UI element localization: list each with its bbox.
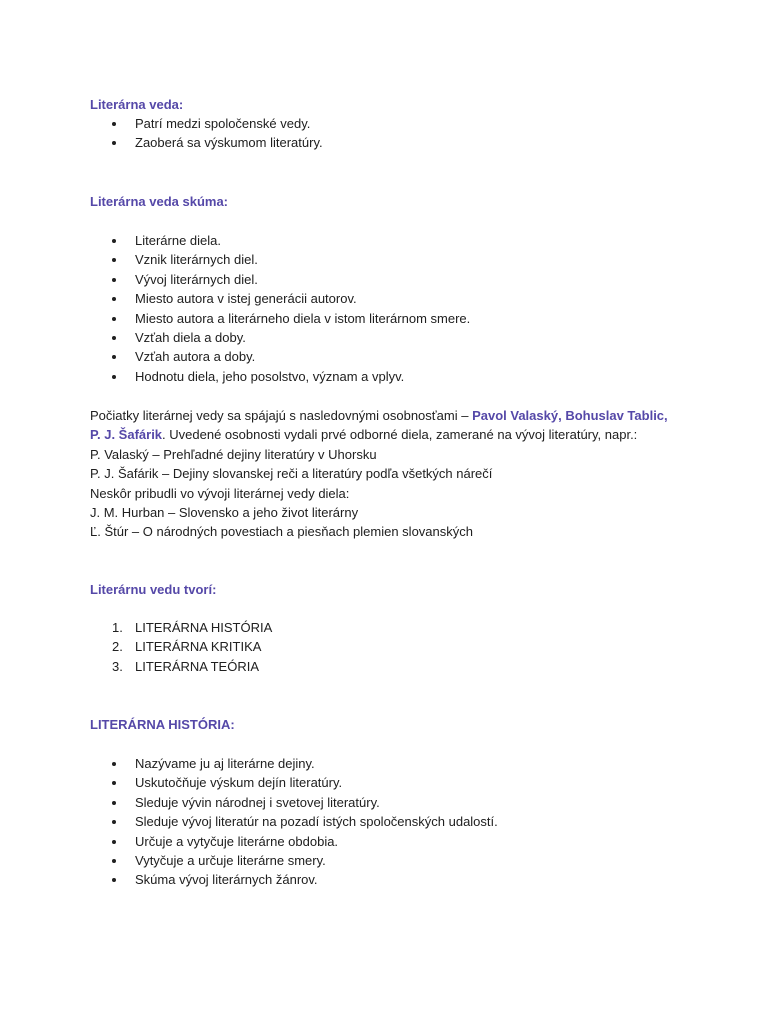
list-item (90, 637, 272, 656)
list-item: Uskutočňuje výskum dejín literatúry. (90, 773, 498, 792)
list-item: Hodnotu diela, jeho posolstvo, význam a vplyv. (90, 367, 470, 386)
intro-paragraph (90, 406, 710, 542)
numbered-list-literarnu-vedu-tvori (90, 618, 272, 676)
list-item: Vzťah diela a doby. (90, 328, 470, 347)
paragraph-line: Neskôr pribudli vo vývoji literárnej vedy diela: (90, 485, 350, 501)
highlighted-names: Pavol Valaský, Bohuslav Tablic, (472, 408, 668, 423)
list-number: 1. (112, 620, 123, 635)
list-item: Nazývame ju aj literárne dejiny. (90, 754, 498, 773)
list-item: Vytyčuje a určuje literárne smery. (90, 851, 498, 870)
list-number: 2. (112, 639, 123, 655)
list-item: Sleduje vývoj literatúr na pozadí istých spoločenských udalostí. (90, 812, 498, 831)
list-number: 3. (112, 658, 123, 674)
list-item: Patrí medzi spoločenské vedy. (90, 114, 323, 133)
section-heading-literarnu-vedu-tvori: Literárnu vedu tvorí: (90, 582, 217, 597)
list-item: Skúma vývoj literárnych žánrov. (90, 870, 498, 889)
highlighted-names: P. J. Šafárik (90, 427, 163, 443)
bullet-list-literarna-veda (90, 114, 323, 153)
paragraph-line: J. M. Hurban – Slovensko a jeho život literárny (90, 504, 359, 520)
list-item: Určuje a vytyčuje literárne obdobia. (90, 832, 498, 851)
list-item: Miesto autora v istej generácii autorov. (90, 289, 470, 308)
section-heading-literarna-historia: LITERÁRNA HISTÓRIA: (90, 717, 235, 732)
paragraph-line: P. Valaský – Prehľadné dejiny literatúry v Uhorsku (90, 446, 377, 462)
paragraph-text: Počiatky literárnej vedy sa spájajú s nasledovnými osobnosťami – (90, 408, 473, 423)
list-item: Miesto autora a literárneho diela v istom literárnom smere. (90, 309, 470, 328)
list-item (90, 618, 272, 637)
section-heading-literarna-veda-skuma: Literárna veda skúma: (90, 194, 229, 209)
list-item-text: LITERÁRNA HISTÓRIA (135, 620, 273, 635)
list-item: Vznik literárnych diel. (90, 250, 470, 269)
paragraph-line: P. J. Šafárik – Dejiny slovanskej reči a literatúry podľa všetkých nárečí (90, 466, 493, 482)
list-item: Sleduje vývin národnej i svetovej literatúry. (90, 793, 498, 812)
list-item: Literárne diela. (90, 231, 470, 250)
bullet-list-literarna-veda-skuma (90, 231, 470, 386)
list-item: Vývoj literárnych diel. (90, 270, 470, 289)
list-item (90, 657, 272, 676)
paragraph-line (90, 425, 710, 444)
paragraph-line (90, 406, 710, 425)
list-item-text: LITERÁRNA TEÓRIA (135, 658, 260, 674)
paragraph-text: . Uvedené osobnosti vydali prvé odborné diela, zamerané na vývoj literatúry, napr.: (162, 427, 638, 443)
paragraph-line: Ľ. Štúr – O národných povestiach a piesňach plemien slovanských (90, 524, 473, 540)
list-item: Zaoberá sa výskumom literatúry. (90, 133, 323, 152)
bullet-list-literarna-historia (90, 754, 498, 890)
list-item-text: LITERÁRNA KRITIKA (135, 639, 262, 655)
section-heading-literarna-veda: Literárna veda: (90, 97, 184, 112)
list-item: Vzťah autora a doby. (90, 347, 470, 366)
